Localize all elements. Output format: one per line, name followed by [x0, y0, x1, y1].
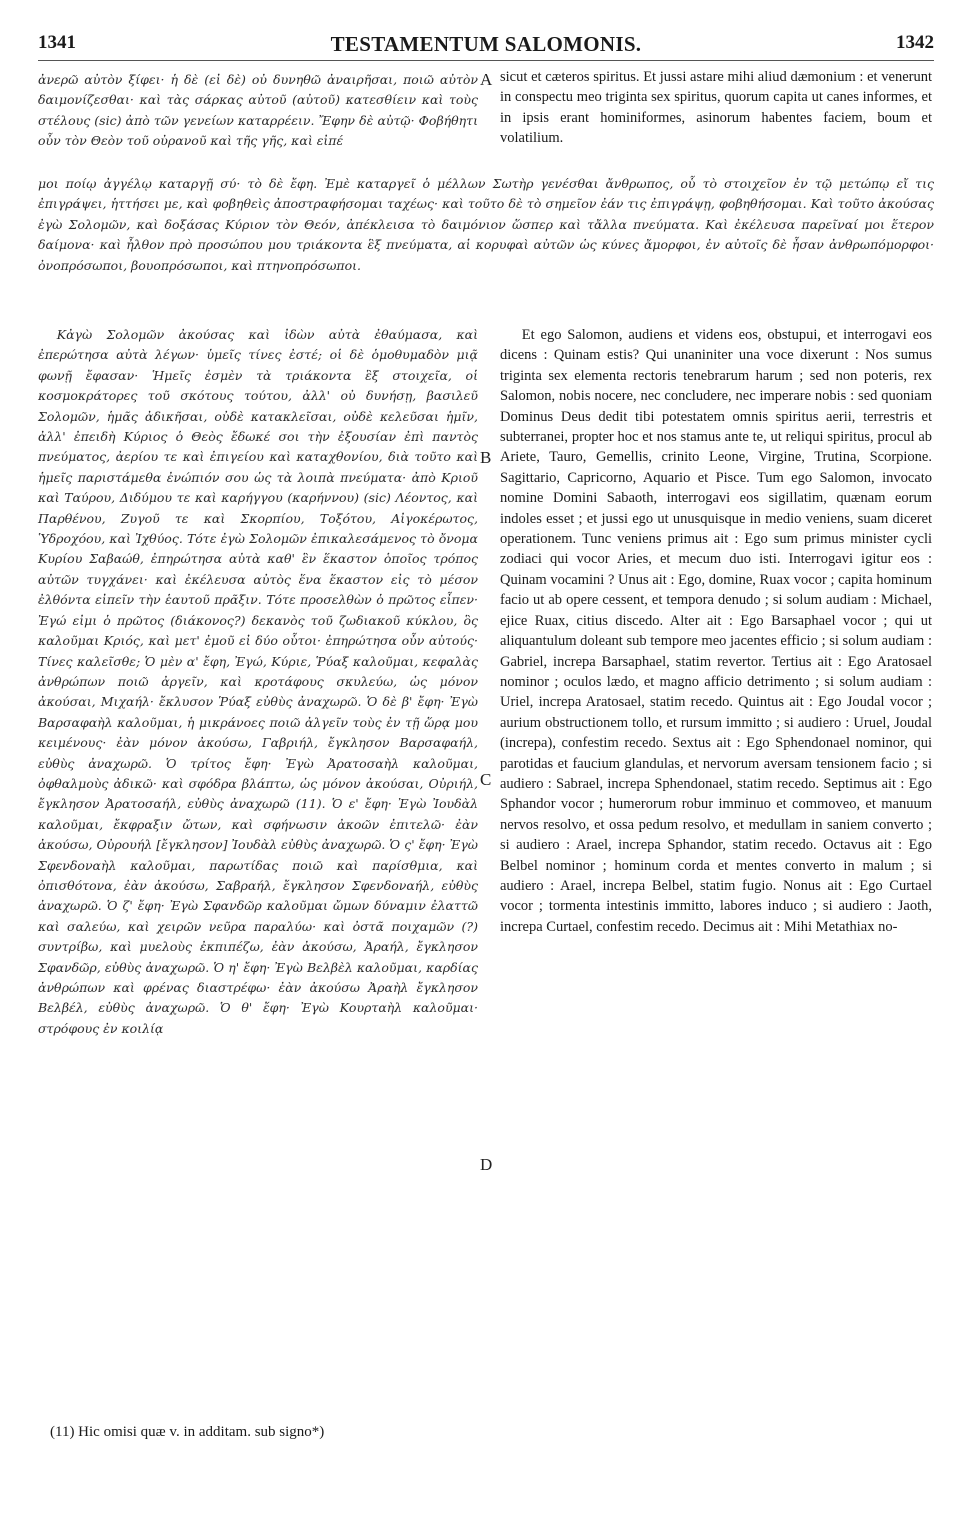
- latin-paragraph: sicut et cæteros spiritus. Et jussi astare mihi aliud dæmonium : et venerunt in conspectu meo triginta sex spiritus, quorum capita ut canes informes, et in ipsis erant hominiformes, asinorum habentes faciem, boum et volatilium.: [500, 69, 932, 147]
- page-number-left: 1341: [38, 32, 76, 53]
- header-rule: [38, 60, 934, 61]
- margin-letter-c: C: [480, 770, 492, 789]
- page-header: [38, 32, 934, 58]
- greek-column-top: [38, 70, 478, 152]
- greek-paragraph: ἀνερῶ αὐτὸν ξίφει· ἡ δὲ (εἰ δὲ) οὐ δυνηθῶ ἀναιρῆσαι, ποιῶ αὐτὸν δαιμονίζεσθαι· καὶ τὰς σάρκας αὐτοῦ (αὐτοῦ) κατεσθίειν καὶ τοὺς στέλους (sic) ἀπὸ τῶν γενείων καταρρέειν. Ἔφην δὲ αὐτῷ· Φοβήθητι οὖν τὸν Θεὸν τοῦ οὐρανοῦ καὶ τῆς γῆς, καὶ εἰπέ: [38, 72, 478, 149]
- margin-letter-a: A: [480, 70, 493, 89]
- page-number-right: 1342: [896, 32, 934, 53]
- latin-column-top: [500, 67, 932, 149]
- running-title: TESTAMENTUM SALOMONIS.: [330, 32, 642, 56]
- margin-letter-d: D: [480, 1155, 493, 1174]
- greek-paragraph: μοι ποίῳ ἀγγέλῳ καταργῇ σύ· τὸ δὲ ἔφη. Ἐμὲ καταργεῖ ὁ μέλλων Σωτὴρ γενέσθαι ἄνθρωπος, οὗ τὸ στοιχεῖον ἐν τῷ μετώπῳ εἴ τις ἐπιγράψει, ἡττήσει με, καὶ φοβηθεὶς ἀποστραφήσομαι ταχέως· καὶ τοῦτο δὲ τὸ σημεῖον ἐάν τις ἐπιγράψῃ, φοβηθήσομαι. Καὶ τοῦτο ἀκούσας ἐγὼ Σολομῶν, καὶ δοξάσας Κύριον τὸν Θεόν, ἀπέκλεισα τὸ δαιμόνιον ὥσπερ καὶ τἄλλα πνεύματα. Καὶ ἐκέλευσα παρεῖναί μοι ἕτερον δαίμονα· καὶ ἦλθον πρὸ προσώπου μου τριάκοντα ἓξ πνεύματα, αἱ κορυφαὶ αὐτῶν ὡς κύνες ἄμορφοι, ἐν αὐτοῖς δὲ ἦσαν ἀνθρωπόμορφοι· ὀνοπρόσωποι, βουοπρόσωποι, καὶ πτηνοπρόσωποι.: [38, 176, 934, 273]
- greek-full-width-passage: [38, 174, 934, 276]
- footnote: (11) Hic omisi quæ v. in additam. sub signo*): [50, 1424, 325, 1440]
- latin-column-main: [500, 325, 932, 937]
- greek-column-main: [38, 325, 478, 1039]
- margin-letter-b: B: [480, 448, 492, 467]
- greek-paragraph: Κἀγὼ Σολομῶν ἀκούσας καὶ ἰδὼν αὐτὰ ἐθαύμασα, καὶ ἐπερώτησα αὐτὰ λέγων· ὑμεῖς τίνες ἐστέ; οἱ δὲ ὁμοθυμαδὸν μιᾷ φωνῇ ἔφασαν· Ἡμεῖς ἐσμὲν τὰ τριάκοντα ἓξ στοιχεῖα, οἱ κοσμοκράτορες τοῦ σκότους τούτου, ἀλλ' οὐ δυνήσῃ, βασιλεῦ Σολομῶν, ἡμᾶς ἀδικῆσαι, οὐδὲ κατακλεῖσαι, οὐδὲ κελεῦσαι ἡμῖν, ἀλλ' ἐπειδὴ Κύριος ὁ Θεὸς ἔδωκέ σοι τὴν ἐξουσίαν ἐπὶ παντὸς πνεύματος, ἀερίου τε καὶ ἐπιγείου καὶ καταχθονίου, διὰ τοῦτο καὶ ἡμεῖς παριστάμεθα ἐνώπιόν σου ὡς τὰ λοιπὰ πνεύματα· ἀπὸ Κριοῦ καὶ Ταύρου, Διδύμου τε καὶ καρήγγου (καρήννου) (sic) Λέοντος, καὶ Παρθένου, Ζυγοῦ τε καὶ Σκορπίου, Τοξότου, Αἰγοκέρωτος, Ὑδροχόου, καὶ Ἰχθύος. Τότε ἐγὼ Σολομῶν ἐπικαλεσάμενος τὸ ὄνομα Κυρίου Σαβαώθ, ἐπηρώτησα αὐτὰ καθ' ἓν ἕκαστον ὁποῖος τρόπος αὐτῶν τυγχάνει· καὶ ἐκέλευσα αὐτὸς ἕνα ἕκαστον εἰς τὸ μέσον ἐλθόντα εἰπεῖν τὴν ἑαυτοῦ πρᾶξιν. Τότε προσελθὼν ὁ πρῶτος εἶπεν· Ἐγώ εἰμι ὁ πρῶτος (διάκονος?) δεκανὸς τοῦ ζωδιακοῦ κύκλου, ὃς καλοῦμαι Κριός, καὶ μετ' ἐμοῦ εἰ δύο οὗτοι· ἐπηρώτησα οὖν αὐτούς· Τίνες καλεῖσθε; Ὁ μὲν α' ἔφη, Ἐγώ, Κύριε, Ῥύαξ καλοῦμαι, κεφαλὰς ἀνθρώπων ποιῶ ἀργεῖν, καὶ κροτάφους σκυλεύω, ὡς μόνον ἀκούσαι, Μιχαήλ· ἔκλυσον Ῥύαξ εὐθὺς ἀναχωρῶ. Ὁ δὲ β' ἔφη· Ἐγὼ Βαρσαφαὴλ καλοῦμαι, ἡ μικράνοες ποιῶ ἀλγεῖν τοὺς ἐν τῇ ὥρᾳ μου κειμένους· ἐὰν μόνον ἀκούσω, Γαβριήλ, ἔγκλησον Βαρσαφαήλ, εὐθὺς ἀναχωρῶ. Ὁ τρίτος ἔφη· Ἐγὼ Ἀρατοσαὴλ καλοῦμαι, ὀφθαλμοὺς ἀδικῶ· καὶ σφόδρα βλάπτω, ὡς μόνον ἀκούσαι, Οὐριήλ, ἔγκλησον Ἀρατοσαήλ, εὐθὺς ἀναχωρῶ (11). Ὁ ε' ἔφη· Ἐγὼ Ἰουδὰλ καλοῦμαι, ἔκφραξιν ὤτων, καὶ σφήνωσιν ἀκοῶν ἐπιτελῶ· ἐὰν ἀκούσω, Οὐρουήλ [ἔγκλησον] Ἰουδὰλ εὐθὺς ἀναχωρῶ. Ὁ ς' ἔφη· Ἐγὼ Σφενδοναὴλ καλοῦμαι, παρωτίδας ποιῶ καὶ παρίσθμια, καὶ ὀπισθότονα, ἐὰν ἀκούσω, Σαβραήλ, ἔγκλησον Σφενδοναήλ, εὐθὺς ἀναχωρῶ. Ὁ ζ' ἔφη· Ἐγὼ Σφανδῶρ καλοῦμαι ὤμων δύναμιν ἐλαττῶ καὶ σαλεύω, καὶ χειρῶν νεῦρα παραλύω· καὶ ὀστᾶ ποιχαμῶν (?) συντρίβω, καὶ μυελοὺς ἐκπιπέζω, ἐὰν ἀκούσω, Ἀραήλ, ἔγκλησον Σφανδῶρ, εὐθὺς ἀναχωρῶ. Ὁ η' ἔφη· Ἐγὼ Βελβὲλ καλοῦμαι, καρδίας ἀνθρώπων καὶ φρένας διαστρέφω· ἐὰν ἀκούσω Ἀραὴλ ἔγκλησον Βελβέλ, εὐθὺς ἀναχωρῶ. Ὁ θ' ἔφη· Ἐγὼ Κουρταὴλ καλοῦμαι· στρόφους ἐν κοιλίᾳ: [38, 327, 478, 1036]
- latin-paragraph: Et ego Salomon, audiens et videns eos, obstupui, et interrogavi eos dicens : Quinam estis? Qui unaniniter una voce dixerunt : Nos sumus triginta sex elementa rectoris tenebrarum harum ; sed non poteris, rex Salomon, nobis nocere, nec concludere, nec imperare nobis : sed quoniam Dominus Deus dedit tibi potestatem omnis spiritus aerii, terrestris et subterranei, propter hoc et nos stamus ante te, ut reliqui spiritus, procul ab Ariete, Tauro, Gemellis, crinito Leone, Virgine, Trutina, Scorpione. Sagittario, Capricorno, Aquario et Pisce. Tum ego Salomon, invocato nomine Domini Sabaoth, interrogavi eos sigillatim, quænam eorum indoles esset ; et jussi ego ut unusquisque in medio veniens, suam diceret operationem. Tunc veniens primus ait : Ego sum primus minister cycli zodiaci qui vocor Aries, et mecum duo isti. Interrogavi igitur eos : Quinam vocamini ? Unus ait : Ego, domine, Ruax vocor ; capita hominum facio ut ab opere cessent, et tempora denudo ; si solum audiam : Michael, ejice Ruax, citius discedo. Alter ait : Ego Barsaphael vocor ; qui ut aliquantulum doleant sub tempore meo jacentes efficio ; si solum audiam : Gabriel, increpa Barsaphael, statim revertor. Tertius ait : Ego Aratosael nominor ; oculos lædo, et magno afficio detrimento ; si solum audiam : Uriel, increpa Aratosael, statim recedo. Quintus ait : Ego Joudal vocor ; aurium obstructionem tollo, et rursum immitto ; si audiero : Uruel, Joudal (increpa), confestim recedo. Sextus ait : Ego Sphendonael nominor, qui parotidas et faucium glandulas, et nervorum aversam tensionem facio ; si audiero : Sabrael, increpa Sphendonael, statim recedo. Septimus ait : Ego Sphandor vocor ; humerorum robur imminuo et commoveo, et manuum nervos resolvo, et ossa pedum resolvo, et medullam in saniem converto ; si audiero : Arael, increpa Sphandor, statim recedo. Octavus ait : Ego Belbel nominor ; hominum corda et mentes converto in malum ; si audiero : Arael, increpa Belbel, statim fugio. Nonus ait : Ego Curtael vocor ; tormenta intestinis immitto, labores induco ; si audiero : Jaoth, increpa Curtael, confestim recedo. Decimus ait : Mihi Metathiax no-: [500, 327, 932, 935]
